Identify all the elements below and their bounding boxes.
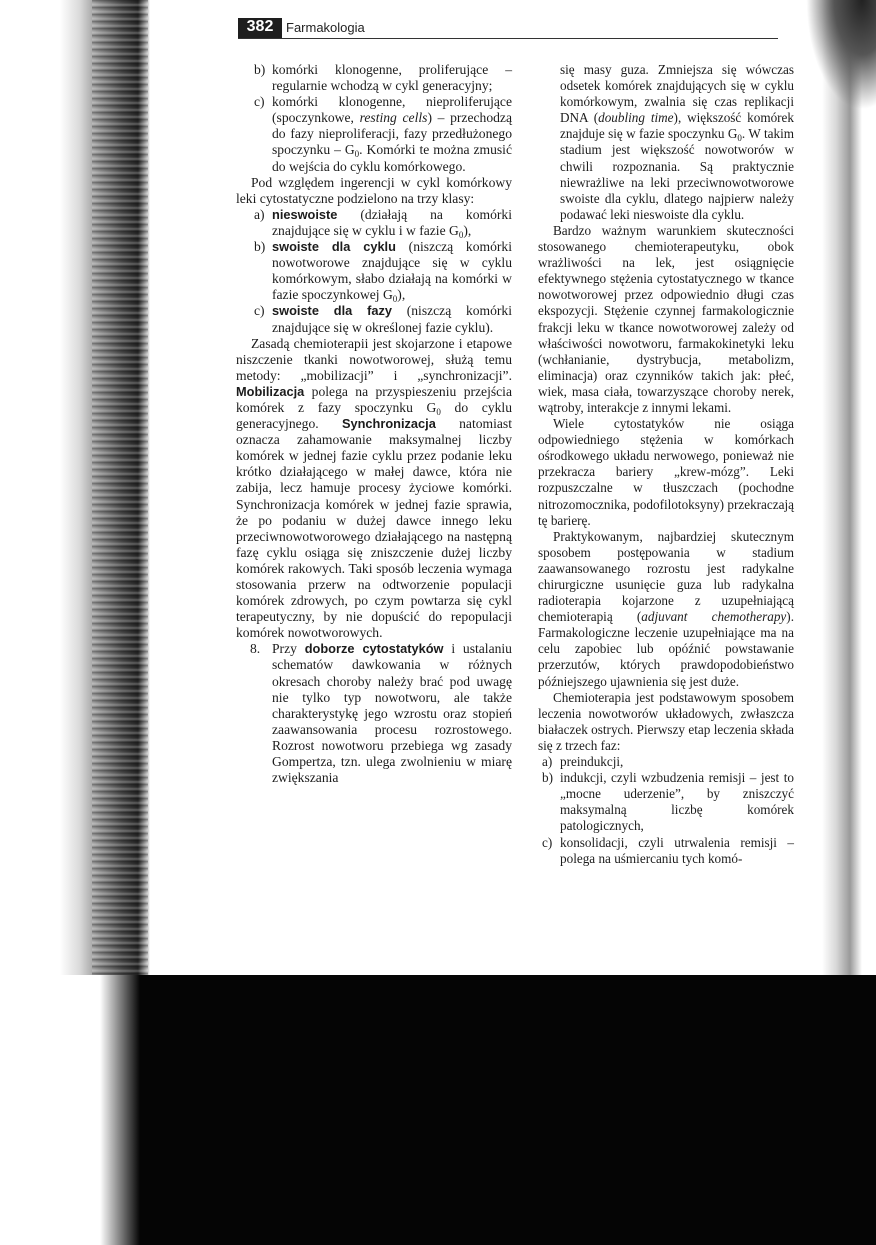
list-item bbox=[236, 239, 512, 303]
list-item bbox=[538, 754, 794, 770]
bold-term: Synchronizacja bbox=[341, 416, 436, 432]
list-text: ) – przechodzą do fazy nieproliferacji, fazy przedłużonego spoczynku – G bbox=[272, 110, 512, 158]
list-text: (niszczą komórki nowotworowe znajdujące się w cyklu komórkowym, słabo działają na komórki w fazie spoczynkowej G bbox=[272, 239, 512, 303]
list-text: konsolidacji, czyli utrwalenia remisji – polega na uśmiercaniu tych komó- bbox=[560, 834, 794, 866]
subscript: 0 bbox=[436, 406, 441, 417]
subscript: 0 bbox=[392, 294, 398, 305]
list-label: b) bbox=[254, 239, 266, 255]
paragraph-principle bbox=[236, 336, 512, 642]
text-run: polega na przyspieszeniu przejścia komórek z fazy spoczynku G bbox=[236, 383, 512, 415]
bold-term: Mobilizacja bbox=[236, 383, 305, 399]
paragraph-classes-intro: Pod względem ingerencji w cykl komórkowy leki cytostatyczne podzielono na trzy klasy: bbox=[236, 174, 512, 206]
list-item bbox=[538, 835, 794, 867]
paragraph-continuation bbox=[538, 62, 794, 223]
list-text: . Komórki te można zmusić do wejścia do cyklu komórkowego. bbox=[272, 142, 512, 174]
right-column bbox=[538, 62, 794, 867]
list-text: (działają na komórki znajdujące się w cyklu i w fazie G bbox=[272, 206, 512, 238]
list-label: a) bbox=[254, 206, 265, 222]
list-text: ), bbox=[463, 222, 472, 238]
scanner-margin-bottom-left bbox=[0, 975, 112, 1245]
list-item bbox=[236, 641, 512, 786]
paragraph-condition: Bardzo ważnym warunkiem skuteczności stosowanego chemioterapeutyku, obok wrażliwości na lek, jest osiągnięcie efektywnego stężenia cytostatycznego w tkance nowotworowej przez odpowiednio długi czas ekspozycji. Stężenie czynnej farmakologicznie frakcji leku w tkance nowotworowej zależy od właściwości nowotworu, farmakokinetyki leku (wchłanianie, dystrybucja, metabolizm, eliminacja) oraz czynników takich jak: płeć, wiek, masa ciała, towarzyszące choroby nerek, wątroby, interakcje z innymi lekami. bbox=[538, 222, 794, 415]
text-run: ), większość komórek znajduje się w fazie spoczynku G bbox=[560, 110, 795, 142]
italic-term: adjuvant chemotherapy bbox=[641, 609, 787, 625]
left-column bbox=[236, 62, 512, 786]
list-item bbox=[538, 770, 794, 834]
list-item bbox=[236, 94, 512, 174]
text-run: Zasadą chemioterapii jest skojarzone i etapowe niszczenie tkanki nowotworowej, służą temu metody: „mobilizacji” i „synchronizacji”. bbox=[236, 335, 512, 383]
drug-classes-list bbox=[236, 207, 512, 336]
paragraph-adjuvant bbox=[538, 529, 794, 690]
text-run: . W takim stadium jest większość nowotworów w chwili rozpoznania. Są praktycznie niewrażliwe na leki przeciwnowotworowe swoiste dla cyklu, dlatego najpierw należy podawać leki nieswoiste dla cyklu. bbox=[560, 126, 794, 222]
text-run: Przy bbox=[272, 641, 305, 657]
list-label: 8. bbox=[250, 641, 261, 657]
paragraph-cns: Wiele cytostatyków nie osiąga odpowiedniego stężenia w komórkach ośrodkowego układu nerwowego, ponieważ nie przekracza bariery „krew-mózg”. Leki rozpuszczalne w tłuszczach (pochodne nitrozomocznika, podofilotoksyny) przekraczają tę barierę. bbox=[538, 416, 794, 528]
text-run: Praktykowanym, najbardziej skutecznym sposobem postępowania w stadium zaawansowanego rozrostu jest radykalne chirurgiczne usunięcie guza lub radykalna radioterapia kojarzone z uzupełniającą chemioterapią ( bbox=[538, 528, 794, 625]
bold-term: swoiste dla fazy bbox=[272, 303, 393, 319]
list-label: a) bbox=[542, 754, 553, 770]
list-label: b) bbox=[254, 62, 266, 77]
italic-term: doubling time bbox=[598, 110, 674, 126]
header-rule bbox=[238, 38, 778, 39]
list-text: ), bbox=[397, 287, 406, 303]
list-item bbox=[236, 303, 512, 335]
list-item bbox=[236, 62, 512, 94]
list-item bbox=[236, 207, 512, 239]
text-run: ). Farmakologiczne leczenie uzupełniające ma na celu zapobiec lub opóźnić powstawanie przerzutów, których prawdopodobieństwo późniejszego ujawnienia się jest duże. bbox=[538, 609, 794, 689]
list-text: preindukcji, bbox=[560, 754, 624, 770]
text-run: do cyklu generacyjnego. bbox=[236, 399, 513, 432]
bold-term: doborze cytostatyków bbox=[304, 641, 444, 657]
subscript: 0 bbox=[354, 149, 360, 160]
subscript: 0 bbox=[458, 229, 464, 240]
list-text: komórki klonogenne, proliferujące – regularnie wchodzą w cykl generacyjny; bbox=[272, 62, 512, 94]
italic-term: resting cells bbox=[359, 110, 428, 126]
paragraph-leukemia: Chemioterapia jest podstawowym sposobem leczenia nowotworów układowych, zwłaszcza białaczek ostrych. Pierwszy etap leczenia składa się z trzech faz: bbox=[538, 689, 794, 753]
text-run: się masy guza. Zmniejsza się wówczas odsetek komórek znajdujących się w cyklu komórkowym, zwalnia się czas replikacji DNA ( bbox=[560, 62, 794, 126]
list-label: c) bbox=[542, 834, 553, 850]
bold-term: swoiste dla cyklu bbox=[272, 239, 396, 255]
cell-types-list bbox=[236, 62, 512, 175]
list-label: c) bbox=[254, 303, 265, 319]
numbered-list bbox=[236, 641, 512, 786]
bold-term: nieswoiste bbox=[272, 206, 338, 222]
text-run: natomiast oznacza zahamowanie maksymalnej liczby komórek w jednej fazie cyklu przez podanie leku krótko działającego w małej dawce, która nie zabija, lecz hamuje procesy życiowe komórki. Synchronizacja komórek w jednej fazie sprawia, że po podaniu w dużej dawce innego leku przeciwnowotworowego działającego na następną fazę cyklu osiąga się zniszczenie dużej liczby komórek rakowych. Taki sposób leczenia wymaga stosowania przerw na odtworzenie populacji komórek zdrowych, po czym powtarza się cykl terapeutyczny, by nie dopuścić do repopulacji komórek nowotworowych. bbox=[236, 416, 512, 641]
list-label: b) bbox=[542, 770, 553, 786]
subscript: 0 bbox=[737, 133, 742, 144]
running-title: Farmakologia bbox=[286, 20, 365, 35]
scanner-shadow-bottom bbox=[100, 975, 140, 1245]
list-text: indukcji, czyli wzbudzenia remisji – jest to „mocne uderzenie”, by zniszczyć maksymalną liczbę komórek patologicznych, bbox=[560, 770, 794, 834]
list-text: komórki klonogenne, nieproliferujące (spoczynkowe, bbox=[272, 94, 512, 126]
text-run: i ustalaniu schematów dawkowania w różnych okresach choroby należy brać pod uwagę nie tylko typ nowotworu, ale także charakterystykę jego wzrostu oraz stopień zaawansowania procesu rozrostowego. Rozrost nowotworu przebiega wg zasady Gompertza, tzn. ulega zwolnieniu w miarę zwiększania bbox=[272, 641, 512, 786]
phases-list bbox=[538, 754, 794, 867]
list-text: (niszczą komórki znajdujące się w określonej fazie cyklu). bbox=[272, 303, 513, 335]
page-number: 382 bbox=[246, 18, 274, 35]
list-label: c) bbox=[254, 94, 265, 110]
